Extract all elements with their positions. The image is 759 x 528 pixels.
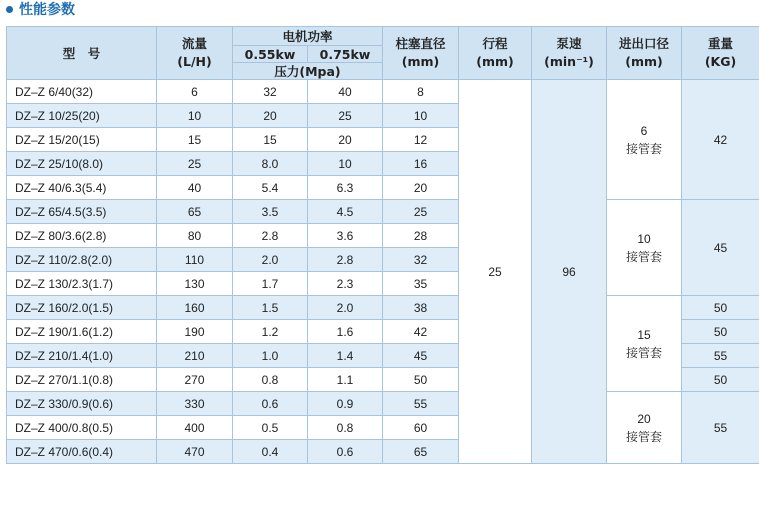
cell-weight: 50 [682,320,759,344]
header-stroke-line2: (mm) [476,54,514,69]
cell-port-group-2 [607,200,682,296]
cell-plunger: 35 [383,272,459,296]
cell-pressure-055: 1.2 [233,320,308,344]
cell-pressure-075: 10 [308,152,383,176]
cell-plunger: 12 [383,128,459,152]
header-stroke [459,27,532,80]
cell-pressure-055: 32 [233,80,308,104]
header-port [607,27,682,80]
cell-flow: 80 [157,224,233,248]
cell-flow: 25 [157,152,233,176]
header-plunger-line1: 柱塞直径 [395,36,446,51]
cell-weight: 55 [682,392,759,464]
cell-weight: 50 [682,368,759,392]
cell-flow: 330 [157,392,233,416]
cell-flow: 15 [157,128,233,152]
port-label: 接管套 [626,249,663,264]
cell-flow: 40 [157,176,233,200]
cell-plunger: 45 [383,344,459,368]
cell-plunger: 20 [383,176,459,200]
cell-pressure-055: 5.4 [233,176,308,200]
cell-model: DZ–Z 65/4.5(3.5) [7,200,157,224]
port-size: 10 [637,231,651,246]
cell-model: DZ–Z 470/0.6(0.4) [7,440,157,464]
cell-flow: 6 [157,80,233,104]
cell-pressure-075: 1.4 [308,344,383,368]
port-size: 6 [640,123,648,138]
cell-pressure-055: 2.8 [233,224,308,248]
cell-pressure-075: 0.6 [308,440,383,464]
header-power-055: 0.55kw [233,46,308,63]
header-port-line2: (mm) [625,54,663,69]
cell-flow: 160 [157,296,233,320]
table-row [7,80,759,104]
cell-flow: 270 [157,368,233,392]
cell-weight: 42 [682,80,759,200]
cell-plunger: 38 [383,296,459,320]
header-port-line1: 进出口径 [619,36,670,51]
cell-pressure-075: 0.9 [308,392,383,416]
cell-pressure-075: 2.3 [308,272,383,296]
cell-pressure-055: 1.5 [233,296,308,320]
cell-flow: 190 [157,320,233,344]
cell-pressure-075: 1.1 [308,368,383,392]
cell-model: DZ–Z 190/1.6(1.2) [7,320,157,344]
cell-pressure-075: 6.3 [308,176,383,200]
cell-model: DZ–Z 210/1.4(1.0) [7,344,157,368]
cell-pressure-055: 3.5 [233,200,308,224]
port-label: 接管套 [626,345,663,360]
cell-pressure-055: 0.4 [233,440,308,464]
port-size: 20 [637,411,651,426]
cell-plunger: 65 [383,440,459,464]
cell-port-group-1 [607,80,682,200]
cell-model: DZ–Z 80/3.6(2.8) [7,224,157,248]
cell-pressure-055: 1.0 [233,344,308,368]
cell-model: DZ–Z 110/2.8(2.0) [7,248,157,272]
cell-model: DZ–Z 160/2.0(1.5) [7,296,157,320]
cell-weight: 55 [682,344,759,368]
cell-pressure-055: 0.8 [233,368,308,392]
bullet-icon [6,6,13,13]
table-row [7,392,759,416]
header-pressure: 压力(Mpa) [233,63,383,80]
cell-pressure-055: 0.5 [233,416,308,440]
cell-plunger: 8 [383,80,459,104]
port-size: 15 [637,327,651,342]
cell-weight: 45 [682,200,759,296]
cell-pressure-055: 1.7 [233,272,308,296]
cell-plunger: 42 [383,320,459,344]
cell-weight: 50 [682,296,759,320]
port-label: 接管套 [626,429,663,444]
cell-model: DZ–Z 400/0.8(0.5) [7,416,157,440]
table-row [7,296,759,320]
cell-model: DZ–Z 130/2.3(1.7) [7,272,157,296]
header-flow-line2: (L/H) [177,54,212,69]
header-plunger-line2: (mm) [401,54,440,69]
header-speed-line1: 泵速 [556,36,582,51]
cell-model: DZ–Z 330/0.9(0.6) [7,392,157,416]
cell-flow: 65 [157,200,233,224]
cell-pressure-075: 40 [308,80,383,104]
cell-pressure-055: 2.0 [233,248,308,272]
header-flow [157,27,233,80]
cell-plunger: 10 [383,104,459,128]
header-plunger [383,27,459,80]
header-weight [682,27,759,80]
cell-pressure-075: 0.8 [308,416,383,440]
cell-model: DZ–Z 25/10(8.0) [7,152,157,176]
cell-speed: 96 [532,80,607,464]
cell-stroke: 25 [459,80,532,464]
cell-plunger: 32 [383,248,459,272]
cell-model: DZ–Z 6/40(32) [7,80,157,104]
cell-pressure-055: 0.6 [233,392,308,416]
cell-model: DZ–Z 15/20(15) [7,128,157,152]
cell-pressure-075: 2.8 [308,248,383,272]
cell-port-group-3 [607,296,682,392]
section-title-text: 性能参数 [19,2,75,18]
header-motor-power: 电机功率 [233,27,383,46]
section-title [6,1,75,19]
header-weight-line1: 重量 [708,36,734,51]
cell-port-group-4 [607,392,682,464]
header-model: 型 号 [7,27,157,80]
header-power-075: 0.75kw [308,46,383,63]
cell-flow: 10 [157,104,233,128]
cell-flow: 210 [157,344,233,368]
cell-pressure-075: 3.6 [308,224,383,248]
header-speed [532,27,607,80]
header-speed-line2: (min⁻¹) [544,54,594,69]
cell-flow: 470 [157,440,233,464]
cell-pressure-075: 4.5 [308,200,383,224]
cell-model: DZ–Z 40/6.3(5.4) [7,176,157,200]
cell-pressure-075: 25 [308,104,383,128]
cell-pressure-075: 2.0 [308,296,383,320]
cell-pressure-075: 1.6 [308,320,383,344]
cell-plunger: 60 [383,416,459,440]
header-flow-line1: 流量 [181,36,207,51]
cell-model: DZ–Z 10/25(20) [7,104,157,128]
cell-flow: 130 [157,272,233,296]
cell-plunger: 28 [383,224,459,248]
cell-pressure-055: 20 [233,104,308,128]
cell-plunger: 25 [383,200,459,224]
cell-flow: 400 [157,416,233,440]
cell-pressure-055: 15 [233,128,308,152]
cell-plunger: 55 [383,392,459,416]
cell-model: DZ–Z 270/1.1(0.8) [7,368,157,392]
table-row [7,200,759,224]
cell-pressure-055: 8.0 [233,152,308,176]
cell-plunger: 16 [383,152,459,176]
cell-plunger: 50 [383,368,459,392]
header-stroke-line1: 行程 [482,36,508,51]
cell-pressure-075: 20 [308,128,383,152]
header-weight-line2: (KG) [704,54,737,69]
port-label: 接管套 [626,141,663,156]
performance-spec-table [6,26,759,464]
cell-flow: 110 [157,248,233,272]
